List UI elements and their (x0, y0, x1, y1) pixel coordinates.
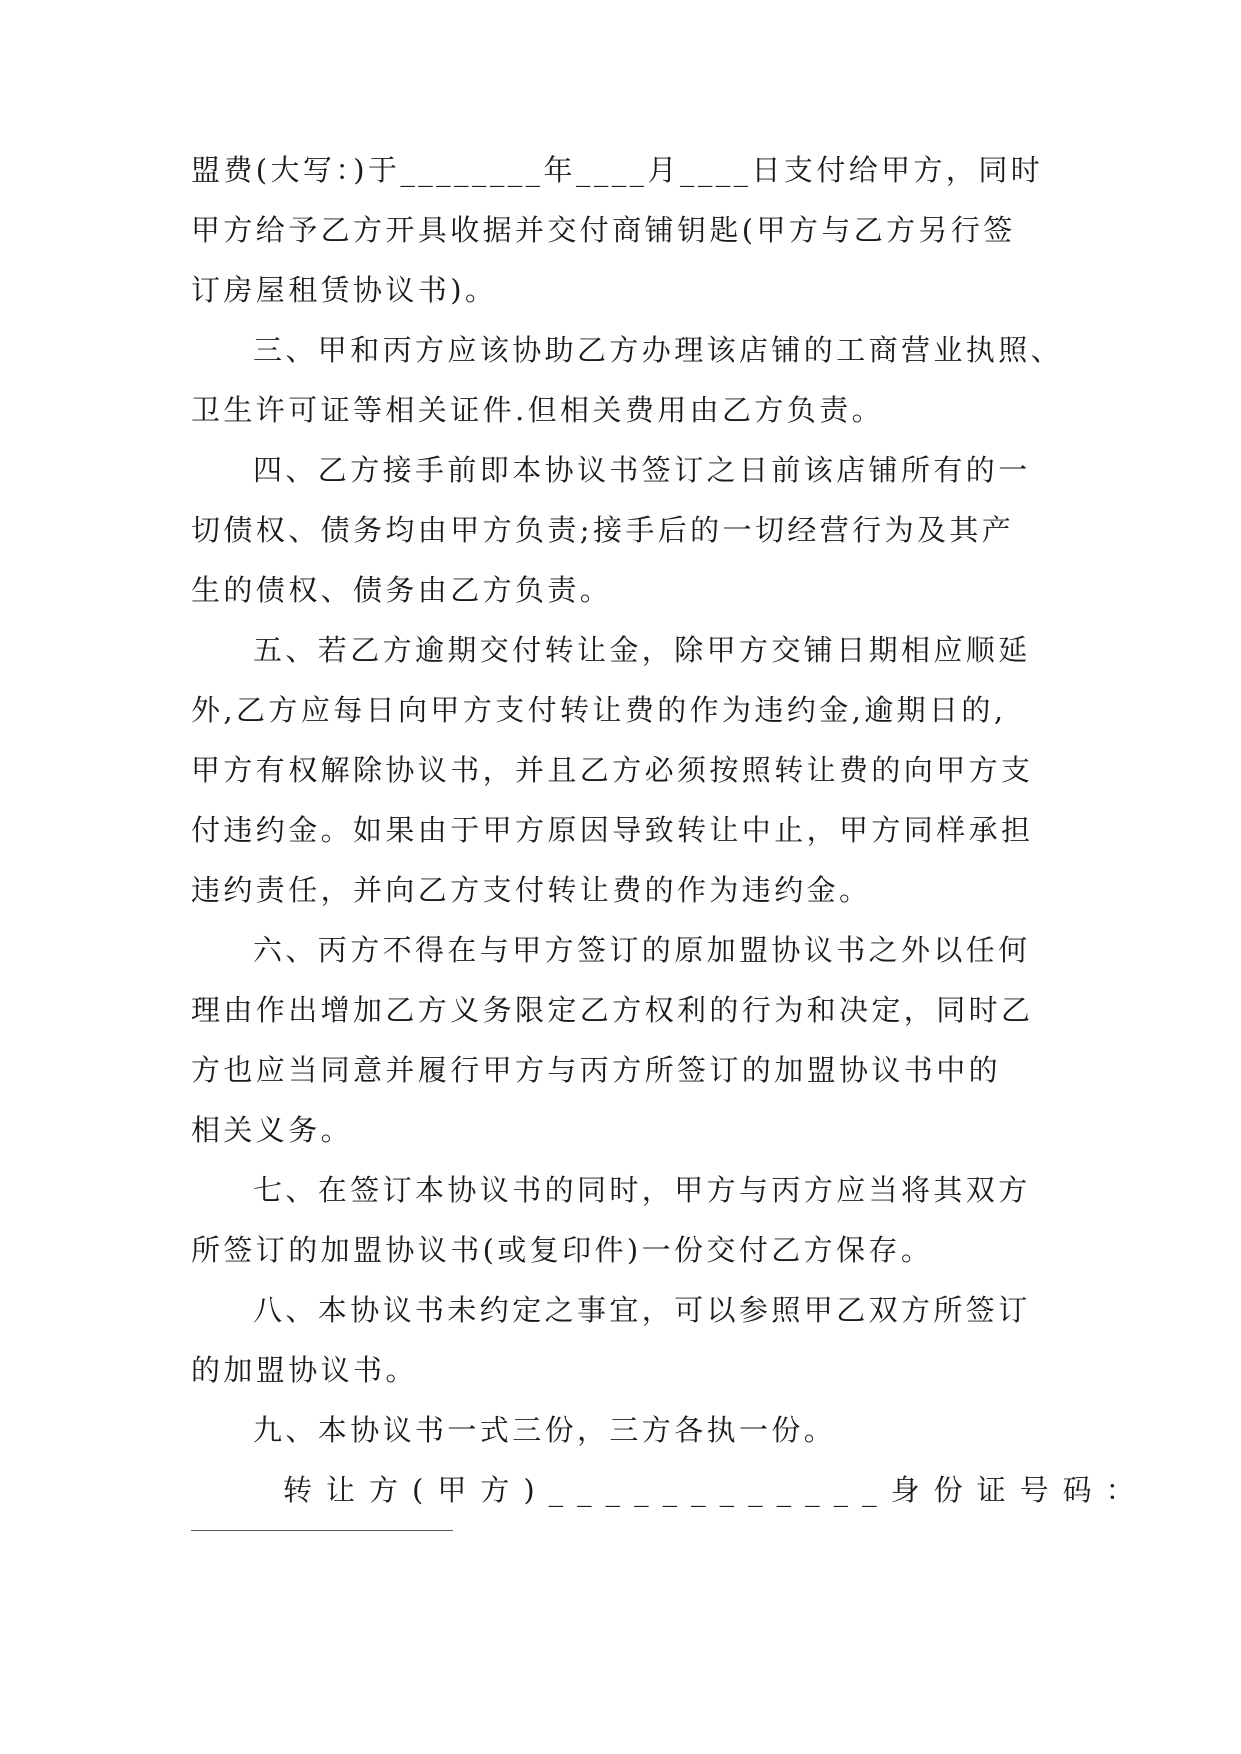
clause-three: 三、甲和丙方应该协助乙方办理该店铺的工商营业执照、 (253, 333, 1064, 367)
clause-six: 六、丙方不得在与甲方签订的原加盟协议书之外以任何 (253, 933, 1031, 967)
text-line: 甲方给予乙方开具收据并交付商铺钥匙(甲方与乙方另行签 (191, 213, 1016, 247)
clause-four: 四、乙方接手前即本协议书签订之日前该店铺所有的一 (253, 453, 1031, 487)
text-line: 卫生许可证等相关证件.但相关费用由乙方负责。 (191, 393, 885, 427)
text-line: 的加盟协议书。 (191, 1353, 418, 1387)
text-line: 订房屋租赁协议书)。 (191, 273, 498, 307)
clause-five: 五、若乙方逾期交付转让金，除甲方交铺日期相应顺延 (253, 633, 1031, 667)
blank-underline (191, 1530, 453, 1531)
text-line: 付违约金。如果由于甲方原因导致转让中止，甲方同样承担 (191, 813, 1034, 847)
text-line: 外,乙方应每日向甲方支付转让费的作为违约金,逾期日的, (191, 693, 1007, 727)
text-line: 方也应当同意并履行甲方与丙方所签订的加盟协议书中的 (191, 1053, 1002, 1087)
clause-eight: 八、本协议书未约定之事宜，可以参照甲乙双方所签订 (253, 1293, 1031, 1327)
text-line: 甲方有权解除协议书，并且乙方必须按照转让费的向甲方支 (191, 753, 1034, 787)
text-line: 所签订的加盟协议书(或复印件)一份交付乙方保存。 (191, 1233, 934, 1267)
text-line: 相关义务。 (191, 1113, 354, 1147)
text-line: 理由作出增加乙方义务限定乙方权利的行为和决定，同时乙 (191, 993, 1034, 1027)
text-line: 盟费(大写：)于________年____月____日支付给甲方，同时 (191, 153, 1044, 187)
clause-seven: 七、在签订本协议书的同时，甲方与丙方应当将其双方 (253, 1173, 1031, 1207)
text-line: 生的债权、债务由乙方负责。 (191, 573, 613, 607)
text-line: 违约责任，并向乙方支付转让费的作为违约金。 (191, 873, 872, 907)
text-line: 切债权、债务均由甲方负责;接手后的一切经营行为及其产 (191, 513, 1015, 547)
signature-line: 转让方(甲方)____________身份证号码： (283, 1473, 1149, 1507)
clause-nine: 九、本协议书一式三份，三方各执一份。 (253, 1413, 837, 1447)
